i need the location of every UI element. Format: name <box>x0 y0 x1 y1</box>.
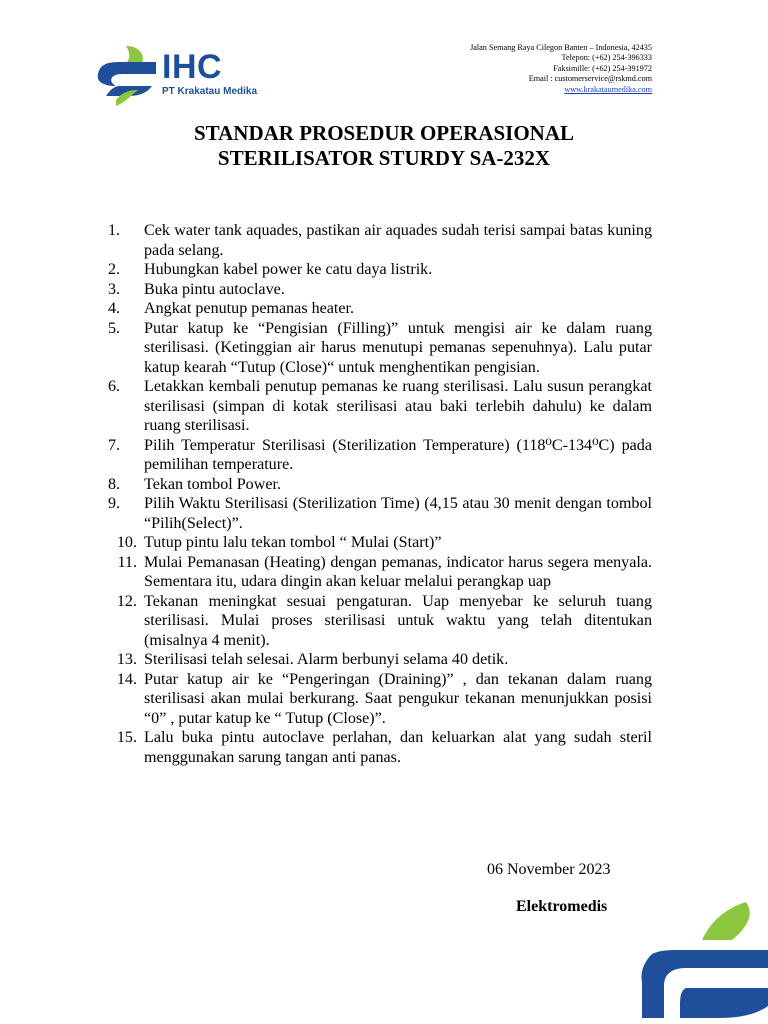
procedure-step <box>108 728 652 767</box>
procedure-step <box>108 221 652 260</box>
document-title <box>0 121 768 171</box>
step-text: Angkat penutup pemanas heater. <box>144 300 355 317</box>
company-logo <box>96 44 256 108</box>
leaf-watermark-icon <box>636 900 768 1024</box>
step-text: Cek water tank aquades, pastikan air aquades sudah terisi sampai batas kuning pada selang. <box>144 222 652 259</box>
step-text: Letakkan kembali penutup pemanas ke ruang sterilisasi. Lalu susun perangkat sterilisasi (simpan di kotak sterilisasi atau baki terlebih dahulu) ke dalam ruang sterilisasi. <box>144 378 652 434</box>
procedure-step <box>108 670 652 729</box>
title-line-2: STERILISATOR STURDY SA-232X <box>217 146 551 170</box>
procedure-step <box>108 475 652 495</box>
signature-role: Elektromedis <box>516 898 608 915</box>
step-number: 11. <box>117 553 137 571</box>
step-number: 15. <box>116 729 137 746</box>
step-number: 4. <box>108 300 121 317</box>
step-text: Putar katup air ke “Pengeringan (Draining)” , dan tekanan dalam ruang sterilisasi akan mulai berkurang. Saat pengukur tekanan menunjukkan posisi “0” , putar katup ke “ Tutup (Close)”. <box>144 670 652 727</box>
step-text: Hubungkan kabel power ke catu daya listrik. <box>144 261 433 278</box>
step-text: Buka pintu autoclave. <box>144 280 285 298</box>
procedure-step <box>108 319 652 378</box>
step-number: 6. <box>108 378 121 395</box>
step-text: Lalu buka pintu autoclave perlahan, dan keluarkan alat yang sudah steril menggunakan sarung tangan anti panas. <box>144 729 652 766</box>
procedure-step <box>108 299 652 319</box>
step-text: Mulai Pemanasan (Heating) dengan pemanas, indicator harus segera menyala. Sementara itu, udara dingin akan keluar melalui perangkap uap <box>144 553 652 590</box>
procedure-step <box>108 377 652 436</box>
step-number: 10. <box>116 534 137 551</box>
step-number: 7. <box>108 436 121 454</box>
ihc-leaf-icon <box>96 44 158 108</box>
step-number: 12. <box>116 592 137 610</box>
step-number: 13. <box>116 651 137 668</box>
contact-block <box>392 43 652 95</box>
procedure-step <box>108 592 652 651</box>
logo-subtitle: PT Krakatau Medika <box>162 86 258 97</box>
step-text: Putar katup ke “Pengisian (Filling)” untuk mengisi air ke dalam ruang sterilisasi. (Ketinggian air harus menutupi pemanas sepenuhnya). Lalu putar katup kearah “Tutup (Close)“ untuk menghentikan pengisian. <box>144 319 652 376</box>
title-line-1: STANDAR PROSEDUR OPERASIONAL <box>194 121 574 145</box>
procedure-step <box>108 533 652 553</box>
procedure-step <box>108 553 652 592</box>
logo-text: IHC <box>162 48 223 86</box>
step-number: 5. <box>108 319 121 337</box>
step-number: 14. <box>116 670 137 688</box>
address-line: Jalan Semang Raya Cilegon Banten – Indonesia, 42435 <box>470 43 652 52</box>
step-text: Tutup pintu lalu tekan tombol “ Mulai (Start)” <box>144 534 442 551</box>
step-text: Tekan tombol Power. <box>144 475 281 493</box>
step-text: Pilih Temperatur Sterilisasi (Sterilization Temperature) (118⁰C-134⁰C) pada pemilihan temperature. <box>144 436 652 473</box>
step-number: 3. <box>108 280 121 298</box>
procedure-step <box>108 436 652 475</box>
step-number: 8. <box>108 475 121 493</box>
fax-line: Faksimille: (+62) 254-391972 <box>553 63 652 73</box>
step-number: 1. <box>108 222 121 239</box>
step-number: 9. <box>108 495 121 512</box>
step-text: Sterilisasi telah selesai. Alarm berbunyi selama 40 detik. <box>144 651 509 668</box>
email-line: Email : customerservice@rskmd.com <box>528 74 652 84</box>
procedure-step <box>108 494 652 533</box>
procedure-step <box>108 280 652 300</box>
website-link[interactable]: www.krakataumedika.com <box>564 84 652 94</box>
step-number: 2. <box>108 261 121 278</box>
procedure-steps <box>108 221 652 767</box>
step-text: Pilih Waktu Sterilisasi (Sterilization Time) (4,15 atau 30 menit dengan tombol “Pilih(Select)”. <box>144 495 652 532</box>
procedure-step <box>108 260 652 280</box>
step-text: Tekanan meningkat sesuai pengaturan. Uap menyebar ke seluruh tuang sterilisasi. Mulai proses sterilisasi untuk waktu yang telah ditentukan (misalnya 4 menit). <box>144 592 652 649</box>
document-date: 06 November 2023 <box>487 861 611 878</box>
phone-line: Telepon: (+62) 254-396333 <box>561 53 652 63</box>
procedure-step <box>108 650 652 670</box>
